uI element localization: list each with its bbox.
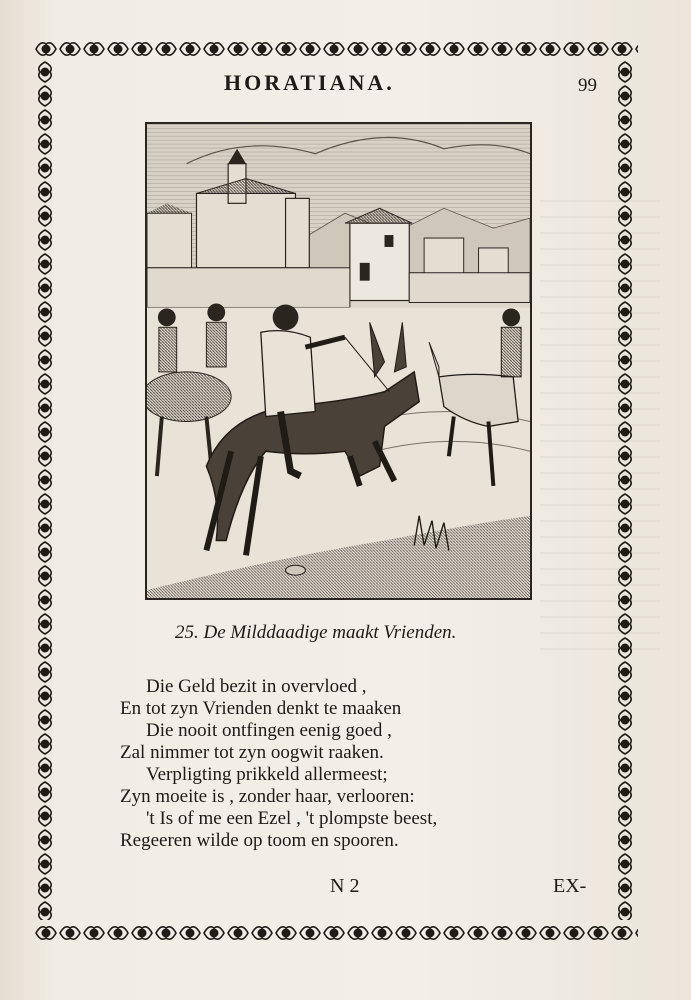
poem-line: Zyn moeite is , zonder haar, verlooren: xyxy=(120,786,415,807)
poem-line: En tot zyn Vrienden denkt te maaken xyxy=(120,698,402,719)
engraving-riders-on-donkeys-icon xyxy=(147,124,530,598)
poem-line: Verpligting prikkeld allermeest; xyxy=(146,764,388,785)
engraving-illustration xyxy=(145,122,532,600)
ornament-border-top xyxy=(34,38,638,60)
poem-stanza xyxy=(120,676,540,852)
poem-line: Die nooit ontfingen eenig goed , xyxy=(146,720,392,741)
ornament-border-left xyxy=(34,60,56,920)
poem-line: Die Geld bezit in overvloed , xyxy=(146,676,367,697)
signature-mark: N 2 xyxy=(330,875,360,897)
poem-line: Zal nimmer tot zyn oogwit raaken. xyxy=(120,742,384,763)
poem-line: Regeeren wilde op toom en spooren. xyxy=(120,830,399,851)
bleed-through-text xyxy=(540,200,660,660)
ornament-border-bottom xyxy=(34,922,638,944)
ornament-border-right xyxy=(614,60,636,920)
page-number: 99 xyxy=(578,75,597,96)
poem-line: 't Is of me een Ezel , 't plompste beest, xyxy=(146,808,438,829)
catchword: EX- xyxy=(553,875,587,897)
plate-caption: 25. De Milddaadige maakt Vrienden. xyxy=(175,622,457,643)
running-head: HORATIANA. xyxy=(224,70,395,95)
